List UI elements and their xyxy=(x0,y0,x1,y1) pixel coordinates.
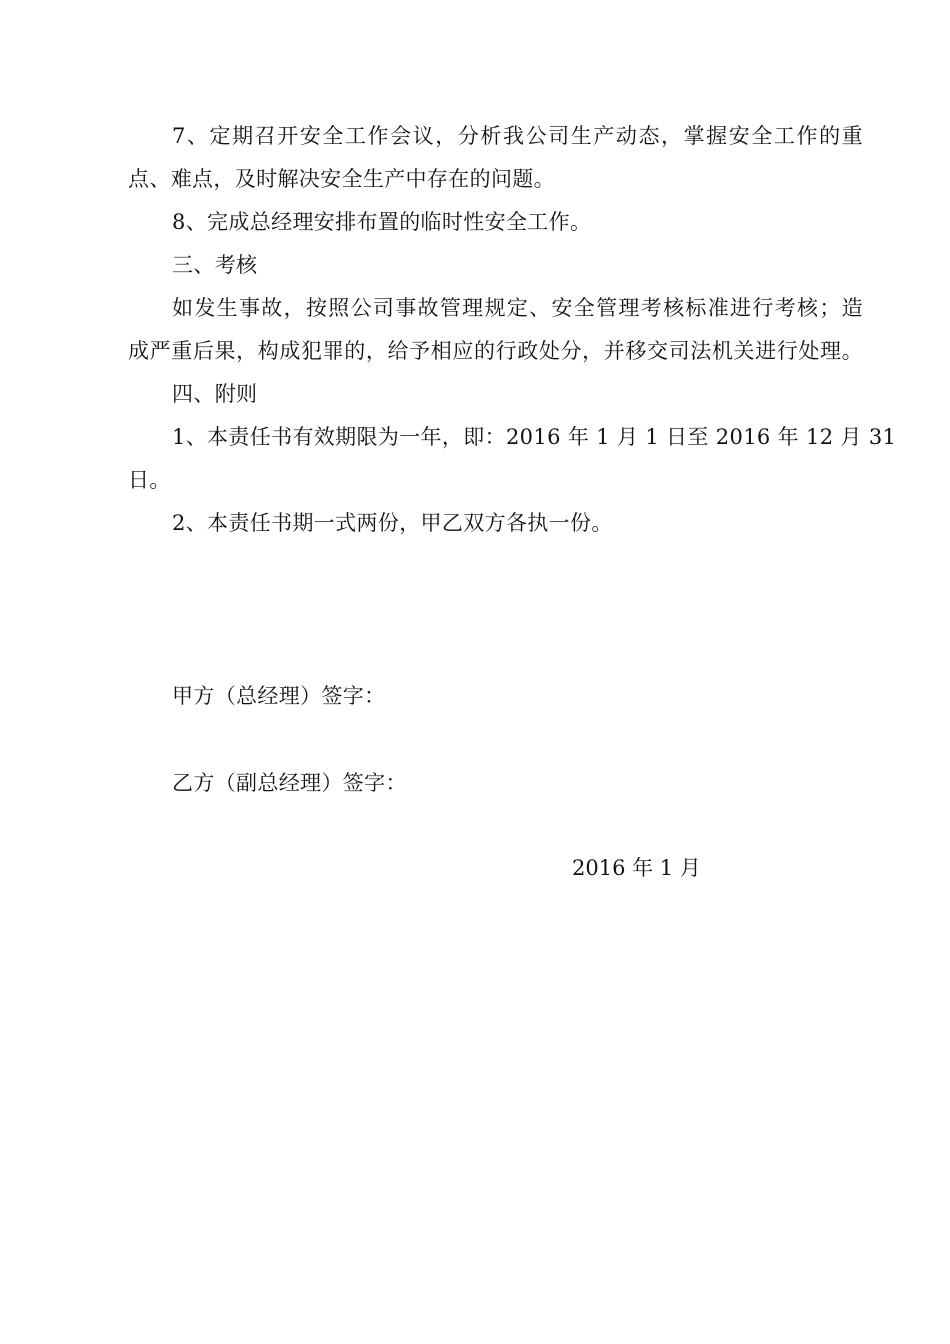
signature-party-a: 甲方（总经理）签字： xyxy=(172,684,386,708)
appendix-1-line-2: 日。 xyxy=(128,468,171,492)
document-date: 2016 年 1 月 xyxy=(572,856,701,880)
signature-party-b: 乙方（副总经理）签字： xyxy=(172,771,407,795)
section-3-body-line-2: 成严重后果，构成犯罪的，给予相应的行政处分，并移交司法机关进行处理。 xyxy=(128,339,863,363)
item-7-line-1: 7、定期召开安全工作会议，分析我公司生产动态，掌握安全工作的重 xyxy=(172,124,863,148)
section-3-body-line-1: 如发生事故，按照公司事故管理规定、安全管理考核标准进行考核；造 xyxy=(172,296,863,320)
section-4-heading: 四、附则 xyxy=(172,382,258,406)
appendix-1-line-1: 1、本责任书有效期限为一年，即：2016 年 1 月 1 日至 2016 年 12 月 31 xyxy=(172,425,897,449)
section-3-heading: 三、考核 xyxy=(172,253,258,277)
item-7-line-2: 点、难点，及时解决安全生产中存在的问题。 xyxy=(128,167,555,191)
item-8: 8、完成总经理安排布置的临时性安全工作。 xyxy=(172,210,592,234)
appendix-2: 2、本责任书期一式两份，甲乙双方各执一份。 xyxy=(172,511,613,535)
